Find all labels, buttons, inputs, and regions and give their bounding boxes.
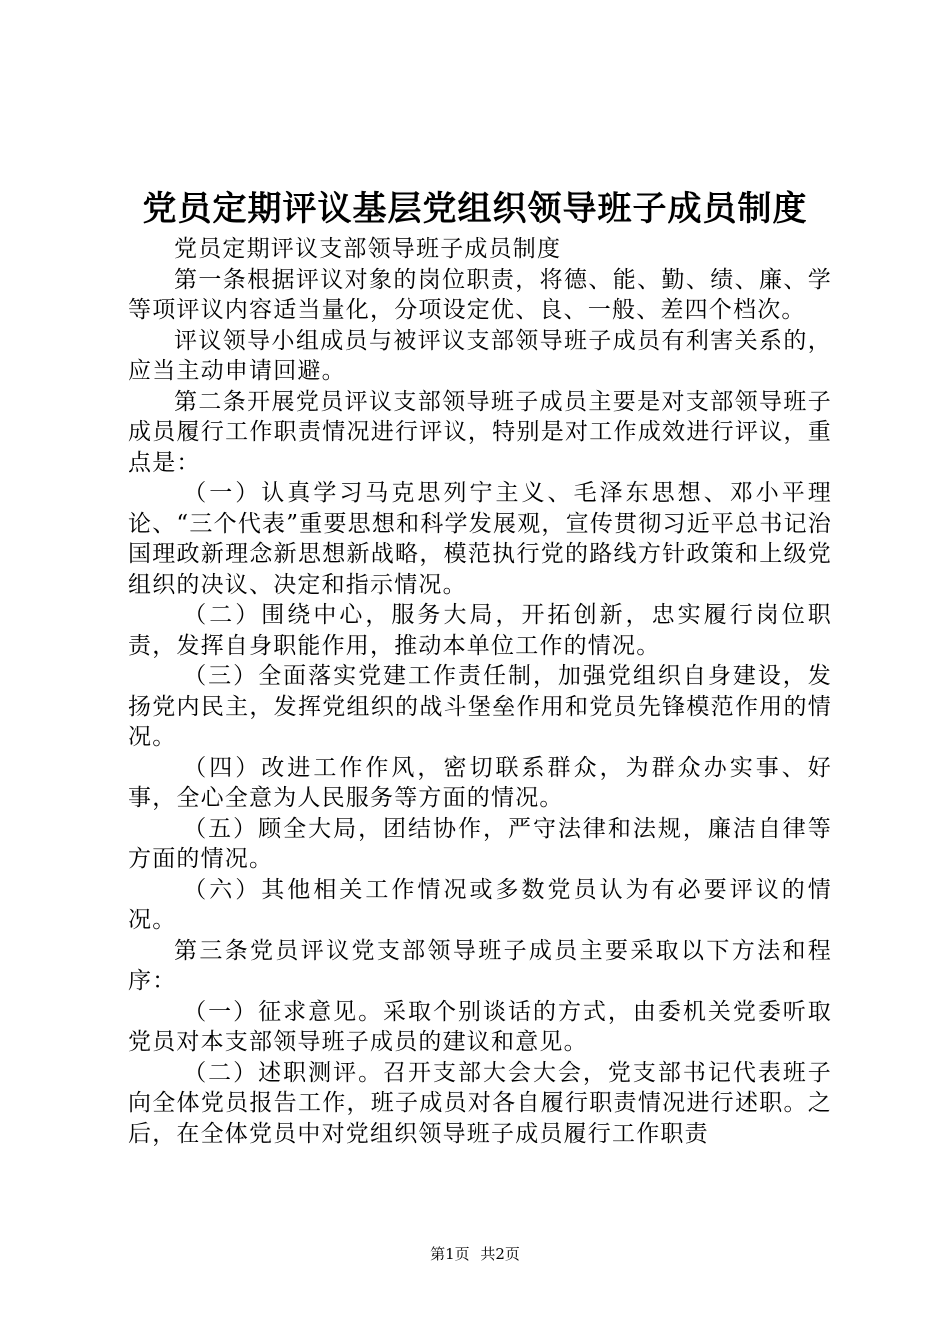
paragraph-article-3: 第三条党员评议党支部领导班子成员主要采取以下方法和程序： — [128, 937, 832, 994]
page-number: 第1页 — [430, 1245, 470, 1263]
paragraph-subtitle: 党员定期评议支部领导班子成员制度 — [174, 236, 562, 262]
document-body — [128, 234, 832, 1149]
page-footer — [0, 1244, 950, 1264]
paragraph-article-2: 第二条开展党员评议支部领导班子成员主要是对支部领导班子成员履行工作职责情况进行评议，特别是对工作成效进行评议，重点是： — [128, 388, 832, 476]
paragraph-recusal: 评议领导小组成员与被评议支部领导班子成员有利害关系的，应当主动申请回避。 — [128, 327, 832, 384]
paragraph-item-4: （四）改进工作作风，密切联系群众，为群众办实事、好事，全心全意为人民服务等方面的情况。 — [128, 754, 832, 811]
paragraph-article-1: 第一条根据评议对象的岗位职责，将德、能、勤、绩、廉、学等项评议内容适当量化，分项设定优、良、一般、差四个档次。 — [128, 266, 832, 323]
paragraph-item-6: （六）其他相关工作情况或多数党员认为有必要评议的情况。 — [128, 876, 832, 933]
paragraph-item-3: （三）全面落实党建工作责任制，加强党组织自身建设，发扬党内民主，发挥党组织的战斗堡垒作用和党员先锋模范作用的情况。 — [128, 663, 832, 750]
paragraph-method-2: （二）述职测评。召开支部大会大会，党支部书记代表班子向全体党员报告工作，班子成员对各自履行职责情况进行述职。之后，在全体党员中对党组织领导班子成员履行工作职责 — [128, 1059, 832, 1147]
paragraph-item-5: （五）顾全大局，团结协作，严守法律和法规，廉洁自律等方面的情况。 — [128, 815, 832, 872]
paragraph-method-1: （一）征求意见。采取个别谈话的方式，由委机关党委听取党员对本支部领导班子成员的建议和意见。 — [128, 998, 832, 1055]
paragraph-item-1: （一）认真学习马克思列宁主义、毛泽东思想、邓小平理论、“三个代表”重要思想和科学发展观，宣传贯彻习近平总书记治国理政新理念新思想新战略，模范执行党的路线方针政策和上级党组织的决议、决定和指示情况。 — [128, 480, 832, 598]
paragraph-item-2: （二）围绕中心，服务大局，开拓创新，忠实履行岗位职责，发挥自身职能作用，推动本单位工作的情况。 — [128, 602, 832, 659]
page-total: 共2页 — [480, 1245, 520, 1263]
document-title: 党员定期评议基层党组织领导班子成员制度 — [142, 189, 808, 229]
